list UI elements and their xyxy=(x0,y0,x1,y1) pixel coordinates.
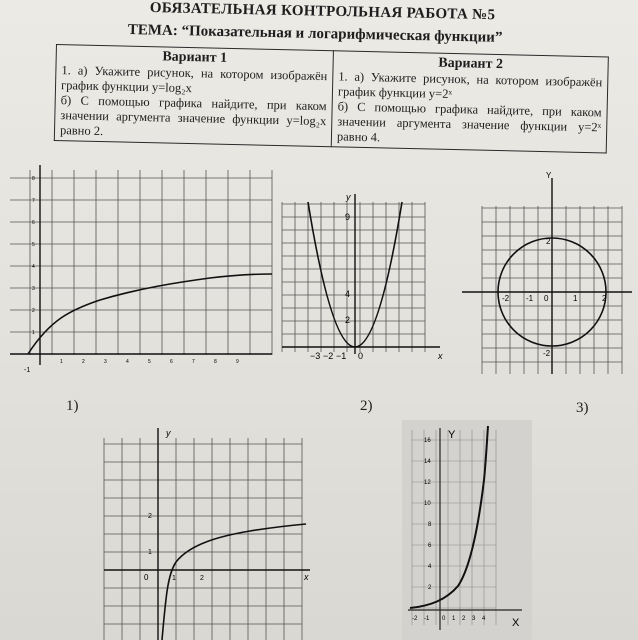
figure-1-y-tick: 4 xyxy=(32,264,35,270)
figure-4-graph xyxy=(100,424,320,640)
figure-1-x-tick: 3 xyxy=(104,359,107,365)
figure-2-y-tick: 2 xyxy=(345,315,351,325)
figure-4-x-tick: 1 xyxy=(172,575,176,582)
figure-1-y-tick: 7 xyxy=(32,198,35,204)
figure-1-x-tick: 9 xyxy=(236,359,239,365)
worksheet-topic: ТЕМА: “Показательная и логарифмическая функции” xyxy=(127,22,503,46)
figure-2-grid xyxy=(282,202,425,352)
figure-2-x-tick: −3 xyxy=(310,351,321,361)
figure-1-y-tick: 8 xyxy=(32,176,35,182)
figure-1-curve xyxy=(28,274,272,354)
figure-2-x-tick: −2 xyxy=(323,351,334,361)
figure-5-x-tick: 1 xyxy=(452,616,456,622)
figure-5-y-tick: 12 xyxy=(424,480,431,486)
variant-2-heading: Вариант 2 xyxy=(438,55,504,73)
figure-5-x-tick: 3 xyxy=(472,616,476,622)
figure-5-y-tick: 6 xyxy=(428,543,432,549)
figure-1-x-tick: 2 xyxy=(82,359,85,365)
figure-3-number: 3) xyxy=(576,400,589,416)
figure-2-y-axis-label: y xyxy=(346,192,351,202)
figure-4-y-tick: 2 xyxy=(148,513,152,520)
figure-1-origin-label: -1 xyxy=(24,367,31,374)
figure-1-number: 1) xyxy=(66,398,79,414)
figure-5-y-tick: 2 xyxy=(428,585,432,591)
figure-5-graph xyxy=(402,420,532,640)
figure-1-y-tick: 3 xyxy=(32,286,35,292)
figure-1-y-tick: 5 xyxy=(32,242,35,248)
figure-1-y-tick: 2 xyxy=(32,308,35,314)
worksheet-title: ОБЯЗАТЕЛЬНАЯ КОНТРОЛЬНАЯ РАБОТА №5 xyxy=(149,0,496,24)
figure-5-curve xyxy=(410,426,488,608)
figure-5-x-tick: 2 xyxy=(462,616,466,622)
figure-5-y-tick: 16 xyxy=(424,438,431,444)
variant-1-task-b: б) С помощью графика найдите, при каком значении аргумента значение функции y=log₂x равно 2. xyxy=(59,93,327,139)
figure-3-x-tick: 2 xyxy=(602,294,607,303)
figure-1-y-tick: 6 xyxy=(32,220,35,226)
figure-5-y-tick: 4 xyxy=(428,564,432,570)
figure-3-x-tick: 1 xyxy=(573,294,578,303)
figure-5-y-tick: 8 xyxy=(428,522,432,528)
figure-5-y-tick: 10 xyxy=(424,501,431,507)
variant-2-task-a: 1. а) Укажите рисунок, на котором изображён график функции y=2ˣ xyxy=(337,69,603,101)
variants-table-wrapper xyxy=(53,44,611,169)
figure-5-y-tick: 14 xyxy=(424,459,431,465)
figure-4-y-tick: 1 xyxy=(148,549,152,556)
figure-5-y-axis-label: Y xyxy=(448,429,456,441)
figure-1-x-tick: 7 xyxy=(192,359,195,365)
figure-3-y-tick: 2 xyxy=(546,237,551,246)
figure-4-x-tick: 2 xyxy=(200,575,204,582)
figure-4-grid xyxy=(104,438,302,640)
figure-1-graph xyxy=(10,160,280,380)
figure-5-x-axis-label: X xyxy=(512,617,520,629)
figure-3-y-axis-label: Y xyxy=(546,171,552,180)
figure-1-x-tick: 1 xyxy=(60,359,63,365)
figure-5-x-tick: -1 xyxy=(424,616,430,622)
figure-2-y-tick: 4 xyxy=(345,289,351,299)
variants-table xyxy=(54,44,609,154)
figure-2-graph xyxy=(282,192,450,364)
figure-1-y-tick: 1 xyxy=(32,330,35,336)
variant-1-task-a: 1. а) Укажите рисунок, на котором изображён график функции y=log₂x xyxy=(60,63,328,96)
figure-2-x-tick: 0 xyxy=(358,351,364,361)
figure-1-x-tick: 5 xyxy=(148,359,151,365)
figure-2-y-tick: 9 xyxy=(345,212,351,222)
figure-3-x-tick: -2 xyxy=(502,294,510,303)
figure-4-origin-label: 0 xyxy=(144,573,149,582)
figure-2-x-tick: −1 xyxy=(336,351,347,361)
variant-2-cell xyxy=(331,51,608,153)
figure-5-x-tick: 0 xyxy=(442,616,446,622)
figure-4-y-axis-label: y xyxy=(166,428,171,438)
figure-1-x-tick: 4 xyxy=(126,359,129,365)
variant-1-cell xyxy=(54,45,333,147)
figure-5-x-tick: 4 xyxy=(482,616,486,622)
figure-3-x-tick: 0 xyxy=(544,294,549,303)
figure-5-x-tick: -2 xyxy=(412,616,418,622)
figure-2-x-axis-label: x xyxy=(438,351,443,361)
variant-1-heading: Вариант 1 xyxy=(162,49,228,66)
figure-4-x-axis-label: x xyxy=(304,572,309,582)
figure-1-x-tick: 8 xyxy=(214,359,217,365)
figure-3-y-tick: -2 xyxy=(543,349,551,358)
figure-2-number: 2) xyxy=(360,398,373,414)
variant-2-task-b: б) С помощью графика найдите, при каком значении аргумента значение функции y=2ˣ равно 4. xyxy=(336,99,602,145)
figure-3-x-tick: -1 xyxy=(526,294,534,303)
figure-1-x-tick: 6 xyxy=(170,359,173,365)
figure-3-graph xyxy=(460,168,638,378)
